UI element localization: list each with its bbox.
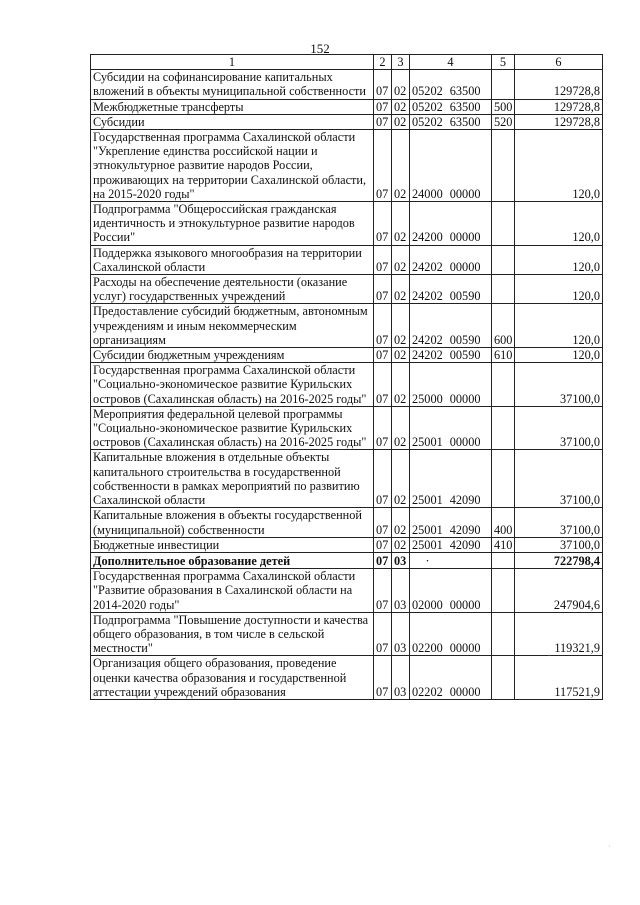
row-name: Бюджетные инвестиции xyxy=(91,537,374,552)
row-amount: 120,0 xyxy=(515,348,603,363)
row-name: Подпрограмма "Общероссийская гражданская идентичность и этнокультурное развитие народов России" xyxy=(91,202,374,246)
target-code-program: 02202 xyxy=(412,684,443,699)
table-row xyxy=(91,656,603,700)
row-subsection: 02 xyxy=(392,202,410,246)
row-target-code xyxy=(410,130,492,202)
row-section: 07 xyxy=(374,569,392,613)
row-name: Поддержка языкового многообразия на территории Сахалинской области xyxy=(91,245,374,274)
row-amount: 129728,8 xyxy=(515,99,603,114)
row-expense-type xyxy=(492,130,515,202)
row-expense-type xyxy=(492,612,515,656)
target-code-program: 25001 xyxy=(412,493,443,508)
target-code-program: 25001 xyxy=(412,435,443,450)
row-section: 07 xyxy=(374,537,392,552)
row-section: 07 xyxy=(374,202,392,246)
row-subsection: 02 xyxy=(392,508,410,537)
row-section: 07 xyxy=(374,275,392,304)
row-name: Капитальные вложения в объекты государственной (муниципальной) собственности xyxy=(91,508,374,537)
header-col-4: 4 xyxy=(410,55,492,70)
table-row xyxy=(91,569,603,613)
target-code-program: 05202 xyxy=(412,114,443,129)
header-col-3: 3 xyxy=(392,55,410,70)
target-code-program: 25001 xyxy=(412,522,443,537)
row-amount: 37100,0 xyxy=(515,450,603,508)
target-code-direction: 00000 xyxy=(449,259,481,274)
target-code-program: 02200 xyxy=(412,641,443,656)
row-name: Предоставление субсидий бюджетным, автономным учреждениям и иным некоммерческим организациям xyxy=(91,304,374,348)
row-name: Государственная программа Сахалинской области "Развитие образования в Сахалинской области на 2014-2020 годы" xyxy=(91,569,374,613)
row-target-code xyxy=(410,406,492,450)
row-subsection: 02 xyxy=(392,130,410,202)
row-name: Мероприятия федеральной целевой программы "Социально-экономическое развитие Курильских островов (Сахалинская область) на 2016-2025 годы" xyxy=(91,406,374,450)
table-row xyxy=(91,275,603,304)
row-target-code xyxy=(410,245,492,274)
target-code-direction: 42090 xyxy=(449,522,481,537)
row-name: Дополнительное образование детей xyxy=(91,552,374,568)
target-code-program: 24200 xyxy=(412,230,443,245)
row-target-code xyxy=(410,202,492,246)
row-target-code xyxy=(410,70,492,99)
row-amount: 37100,0 xyxy=(515,508,603,537)
row-amount: 247904,6 xyxy=(515,569,603,613)
row-section: 07 xyxy=(374,304,392,348)
row-name: Капитальные вложения в отдельные объекты капитального строительства в государственной собственности в рамках мероприятий по развитию Сахалинской области xyxy=(91,450,374,508)
row-expense-type: 400 xyxy=(492,508,515,537)
row-amount: 120,0 xyxy=(515,202,603,246)
target-code-direction: 00590 xyxy=(449,348,481,363)
scan-speck: · xyxy=(608,842,611,851)
row-amount: 120,0 xyxy=(515,245,603,274)
row-expense-type xyxy=(492,656,515,700)
row-name: Межбюджетные трансферты xyxy=(91,99,374,114)
row-expense-type xyxy=(492,569,515,613)
table-row xyxy=(91,202,603,246)
row-name: Субсидии бюджетным учреждениям xyxy=(91,348,374,363)
row-section: 07 xyxy=(374,99,392,114)
target-code-direction: 00000 xyxy=(449,435,481,450)
row-subsection: 02 xyxy=(392,363,410,407)
table-row xyxy=(91,363,603,407)
row-expense-type xyxy=(492,406,515,450)
row-target-code xyxy=(410,99,492,114)
row-subsection: 03 xyxy=(392,552,410,568)
row-section: 07 xyxy=(374,450,392,508)
row-subsection: 02 xyxy=(392,348,410,363)
row-target-code xyxy=(410,508,492,537)
row-name: Государственная программа Сахалинской области "Социально-экономическое развитие Курильских островов (Сахалинская область) на 2016-2025 годы" xyxy=(91,363,374,407)
target-code-program: 24202 xyxy=(412,348,443,363)
target-code-program: 02000 xyxy=(412,597,443,612)
row-target-code xyxy=(410,612,492,656)
row-expense-type: 410 xyxy=(492,537,515,552)
target-code-direction: 00590 xyxy=(449,289,481,304)
target-code-direction: 00000 xyxy=(449,597,481,612)
row-amount: 120,0 xyxy=(515,304,603,348)
table-row xyxy=(91,450,603,508)
table-row xyxy=(91,304,603,348)
row-amount: 37100,0 xyxy=(515,363,603,407)
table-row xyxy=(91,406,603,450)
row-expense-type xyxy=(492,275,515,304)
row-target-code xyxy=(410,552,492,568)
row-subsection: 02 xyxy=(392,114,410,129)
scan-speck: · xyxy=(548,651,551,660)
row-target-code xyxy=(410,656,492,700)
target-code-program: 24202 xyxy=(412,289,443,304)
row-section: 07 xyxy=(374,656,392,700)
table-row xyxy=(91,508,603,537)
row-name: Организация общего образования, проведение оценки качества образования и государственной аттестации учреждений образования xyxy=(91,656,374,700)
row-name: Подпрограмма "Повышение доступности и качества общего образования, в том числе в сельской местности" xyxy=(91,612,374,656)
table-row xyxy=(91,245,603,274)
row-subsection: 02 xyxy=(392,304,410,348)
row-expense-type: 600 xyxy=(492,304,515,348)
row-name: Субсидии xyxy=(91,114,374,129)
header-col-6: 6 xyxy=(515,55,603,70)
target-code-program: 24000 xyxy=(412,186,443,201)
table-row xyxy=(91,114,603,129)
row-subsection: 02 xyxy=(392,275,410,304)
row-amount: 722798,4 xyxy=(515,552,603,568)
target-code-direction: 00000 xyxy=(449,230,481,245)
target-code-program: 25000 xyxy=(412,391,443,406)
row-section: 07 xyxy=(374,363,392,407)
row-target-code xyxy=(410,275,492,304)
target-code-direction: 63500 xyxy=(449,84,481,99)
budget-table xyxy=(90,54,603,700)
target-code-direction: 00000 xyxy=(449,684,481,699)
header-row xyxy=(91,55,603,70)
header-col-2: 2 xyxy=(374,55,392,70)
row-section: 07 xyxy=(374,552,392,568)
target-code-direction: 42090 xyxy=(449,537,481,552)
table-row xyxy=(91,612,603,656)
target-code-direction: 42090 xyxy=(449,493,481,508)
row-subsection: 03 xyxy=(392,656,410,700)
row-target-code xyxy=(410,304,492,348)
row-amount: 117521,9 xyxy=(515,656,603,700)
row-section: 07 xyxy=(374,348,392,363)
row-expense-type xyxy=(492,70,515,99)
row-expense-type xyxy=(492,450,515,508)
row-subsection: 03 xyxy=(392,612,410,656)
row-section: 07 xyxy=(374,130,392,202)
row-target-code xyxy=(410,348,492,363)
row-amount: 129728,8 xyxy=(515,114,603,129)
row-subsection: 02 xyxy=(392,99,410,114)
target-code-program: 24202 xyxy=(412,259,443,274)
row-target-code xyxy=(410,363,492,407)
table-row xyxy=(91,99,603,114)
target-code-direction: 00000 xyxy=(449,186,481,201)
row-section: 07 xyxy=(374,612,392,656)
target-code-direction: 63500 xyxy=(449,114,481,129)
target-code-program: 05202 xyxy=(412,84,443,99)
target-code-direction: 63500 xyxy=(449,99,481,114)
target-code-program: 05202 xyxy=(412,99,443,114)
header-col-1: 1 xyxy=(91,55,374,70)
row-target-code xyxy=(410,450,492,508)
row-amount: 120,0 xyxy=(515,130,603,202)
target-code-program: 25001 xyxy=(412,537,443,552)
row-expense-type xyxy=(492,202,515,246)
row-subsection: 02 xyxy=(392,537,410,552)
row-expense-type: 500 xyxy=(492,99,515,114)
target-code-direction: 00000 xyxy=(449,641,481,656)
row-expense-type: 520 xyxy=(492,114,515,129)
table-row xyxy=(91,348,603,363)
header-col-5: 5 xyxy=(492,55,515,70)
row-section: 07 xyxy=(374,508,392,537)
row-amount: 37100,0 xyxy=(515,537,603,552)
row-target-code xyxy=(410,537,492,552)
table-row xyxy=(91,537,603,552)
row-subsection: 03 xyxy=(392,569,410,613)
row-section: 07 xyxy=(374,406,392,450)
row-target-code xyxy=(410,114,492,129)
row-name: Государственная программа Сахалинской области "Укрепление единства российской нации и этнокультурное развитие народов России, проживающих на территории Сахалинской области, на 2015-2020 годы" xyxy=(91,130,374,202)
row-amount: 120,0 xyxy=(515,275,603,304)
row-target-code xyxy=(410,569,492,613)
table-row xyxy=(91,130,603,202)
row-subsection: 02 xyxy=(392,406,410,450)
row-amount: 119321,9 xyxy=(515,612,603,656)
row-subsection: 02 xyxy=(392,70,410,99)
scan-mark: · xyxy=(426,555,430,566)
row-section: 07 xyxy=(374,114,392,129)
row-expense-type xyxy=(492,245,515,274)
row-name: Расходы на обеспечение деятельности (оказание услуг) государственных учреждений xyxy=(91,275,374,304)
row-expense-type: 610 xyxy=(492,348,515,363)
table-row xyxy=(91,70,603,99)
row-subsection: 02 xyxy=(392,245,410,274)
row-expense-type xyxy=(492,363,515,407)
row-amount: 129728,8 xyxy=(515,70,603,99)
row-expense-type xyxy=(492,552,515,568)
table-row-section-total xyxy=(91,552,603,568)
target-code-direction: 00000 xyxy=(449,391,481,406)
target-code-direction: 00590 xyxy=(449,332,481,347)
page-number: 152 xyxy=(310,41,330,56)
row-section: 07 xyxy=(374,70,392,99)
row-name: Субсидии на софинансирование капитальных вложений в объекты муниципальной собственности xyxy=(91,70,374,99)
row-subsection: 02 xyxy=(392,450,410,508)
row-amount: 37100,0 xyxy=(515,406,603,450)
target-code-program: 24202 xyxy=(412,332,443,347)
row-section: 07 xyxy=(374,245,392,274)
